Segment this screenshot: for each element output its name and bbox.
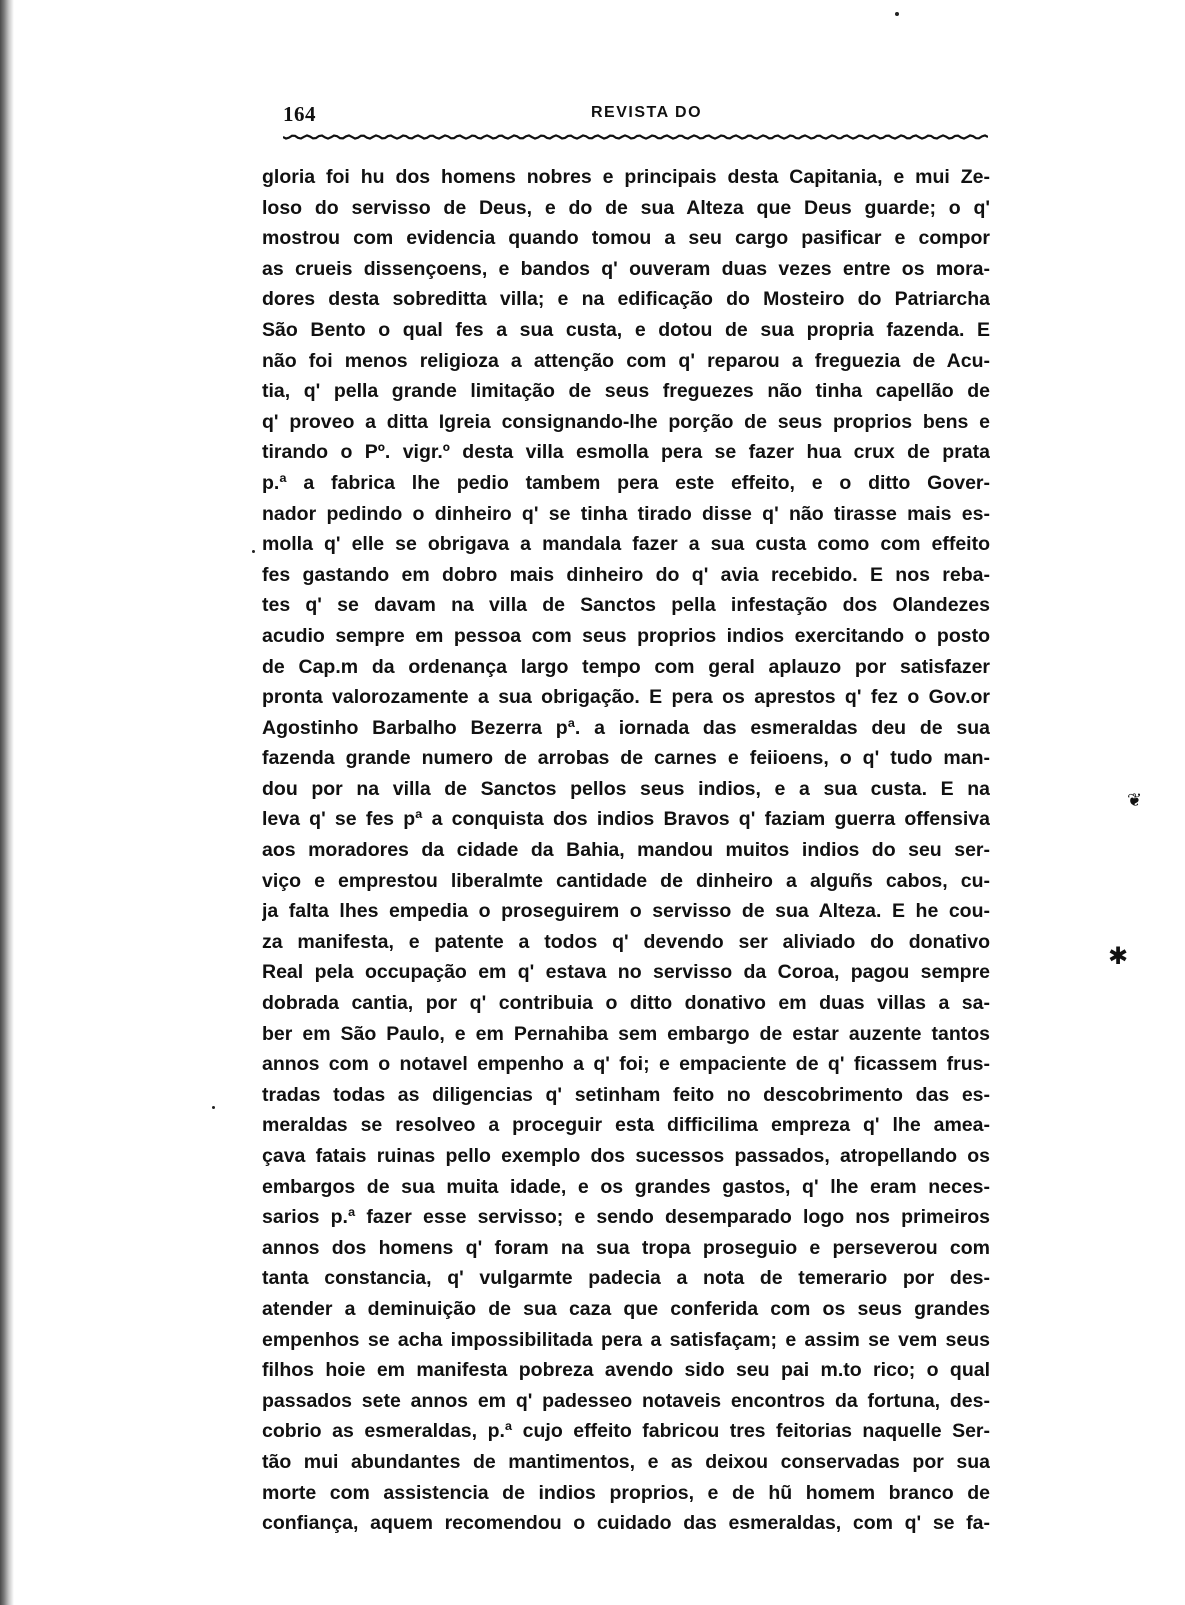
paper-speck	[252, 550, 255, 553]
text-line: gloria foi hu dos homens nobres e principais desta Capitania, e mui Ze-	[262, 166, 990, 188]
text-line: dobrada cantia, por q' contribuia o ditto donativo em duas villas a sa-	[262, 992, 990, 1015]
text-line: nador pedindo o dinheiro q' se tinha tirado disse q' não tirasse mais es-	[262, 502, 990, 525]
paper-speck	[212, 1106, 215, 1109]
text-line: annos com o notavel empenho a q' foi; e empaciente de q' ficassem frus-	[262, 1053, 990, 1076]
text-line: ja falta lhes empedia o proseguirem o servisso de sua Alteza. E he cou-	[262, 900, 990, 923]
text-line: Agostinho Barbalho Bezerra pª. a iornada das esmeraldas deu de sua	[262, 716, 990, 739]
text-line: q' proveo a ditta Igreia consignando-lhe porção de seus proprios bens e	[262, 410, 990, 433]
text-line: molla q' elle se obrigava a mandala fazer a sua custa como com effeito	[262, 533, 990, 556]
text-line: meraldas se resolveo a proceguir esta difficilima empreza q' lhe amea-	[262, 1114, 990, 1137]
text-line: loso do servisso de Deus, e do de sua Alteza que Deus guarde; o q'	[262, 196, 990, 219]
page-number: 164	[283, 102, 316, 126]
text-line: tão mui abundantes de mantimentos, e as deixou conservadas por sua	[262, 1450, 990, 1473]
text-line: aos moradores da cidade da Bahia, mandou muitos indios do seu ser-	[262, 839, 990, 862]
text-line: çava fatais ruinas pello exemplo dos sucessos passados, atropellando os	[262, 1145, 990, 1167]
text-line: fazenda grande numero de arrobas de carnes e feiioens, o q' tudo man-	[262, 747, 990, 770]
text-line: São Bento o qual fes a sua custa, e dotou de sua propria fazenda. E	[262, 318, 990, 341]
body-text	[262, 162, 990, 1539]
text-line: fes gastando em dobro mais dinheiro do q' avia recebido. E nos reba-	[262, 563, 990, 586]
running-title: REVISTA DO	[591, 104, 703, 121]
text-line: tes q' se davam na villa de Sanctos pella infestação dos Olandezes	[262, 594, 990, 617]
text-line: pronta valorozamente a sua obrigação. E pera os aprestos q' fez o Gov.or	[262, 686, 990, 709]
margin-mark: ❦	[1127, 790, 1143, 811]
text-line: as crueis dissençoens, e bandos q' ouveram duas vezes entre os mora-	[262, 257, 990, 280]
text-line: p.ª a fabrica lhe pedio tambem pera este effeito, e o ditto Gover-	[262, 471, 990, 494]
text-line: confiança, aquem recomendou o cuidado das esmeraldas, com q' se fa-	[262, 1512, 990, 1535]
header-wavy-rule	[283, 134, 988, 140]
text-line: dores desta sobreditta villa; e na edificação do Mosteiro do Patriarcha	[262, 288, 990, 311]
text-line: embargos de sua muita idade, e os grandes gastos, q' lhe eram neces-	[262, 1175, 990, 1198]
text-line: dou por na villa de Sanctos pellos seus indios, e a sua custa. E na	[262, 777, 990, 800]
text-line: atender a deminuição de sua caza que conferida com os seus grandes	[262, 1297, 990, 1320]
text-line: não foi menos religioza a attenção com q' reparou a freguezia de Acu-	[262, 349, 990, 372]
text-line: filhos hoie em manifesta pobreza avendo sido seu pai m.to rico; o qual	[262, 1359, 990, 1382]
text-line: leva q' se fes pª a conquista dos indios Bravos q' faziam guerra offensiva	[262, 808, 990, 831]
text-line: ber em São Paulo, e em Pernahiba sem embargo de estar auzente tantos	[262, 1022, 990, 1045]
text-line: tradas todas as diligencias q' setinham feito no descobrimento das es-	[262, 1083, 990, 1106]
text-line: tia, q' pella grande limitação de seus freguezes não tinha capellão de	[262, 380, 990, 403]
text-line: Real pela occupação em q' estava no servisso da Coroa, pagou sempre	[262, 961, 990, 984]
text-line: annos dos homens q' foram na sua tropa proseguio e perseverou com	[262, 1236, 990, 1259]
paper-speck	[895, 12, 899, 16]
text-line: za manifesta, e patente a todos q' devendo ser aliviado do donativo	[262, 930, 990, 953]
page-binding-edge	[0, 0, 14, 1605]
text-line: morte com assistencia de indios proprios, e de hũ homem branco de	[262, 1481, 990, 1504]
text-line: mostrou com evidencia quando tomou a seu cargo pasificar e compor	[262, 227, 990, 250]
text-line: tanta constancia, q' vulgarmte padecia a nota de temerario por des-	[262, 1267, 990, 1290]
ink-blot-mark: ✱	[1108, 942, 1129, 970]
text-line: sarios p.ª fazer esse servisso; e sendo desemparado logo nos primeiros	[262, 1206, 990, 1229]
text-line: passados sete annos em q' padesseo notaveis encontros da fortuna, des-	[262, 1389, 990, 1412]
text-line: tirando o Pº. vigr.º desta villa esmolla pera se fazer hua crux de prata	[262, 441, 990, 464]
text-line: empenhos se acha impossibilitada pera a satisfaçam; e assim se vem seus	[262, 1328, 990, 1351]
text-line: de Cap.m da ordenança largo tempo com geral aplauzo por satisfazer	[262, 655, 990, 678]
text-line: acudio sempre em pessoa com seus proprios indios exercitando o posto	[262, 624, 990, 647]
text-line: viço e emprestou liberalmte cantidade de dinheiro a alguñs cabos, cu-	[262, 869, 990, 892]
text-line: cobrio as esmeraldas, p.ª cujo effeito fabricou tres feitorias naquelle Ser-	[262, 1420, 990, 1443]
